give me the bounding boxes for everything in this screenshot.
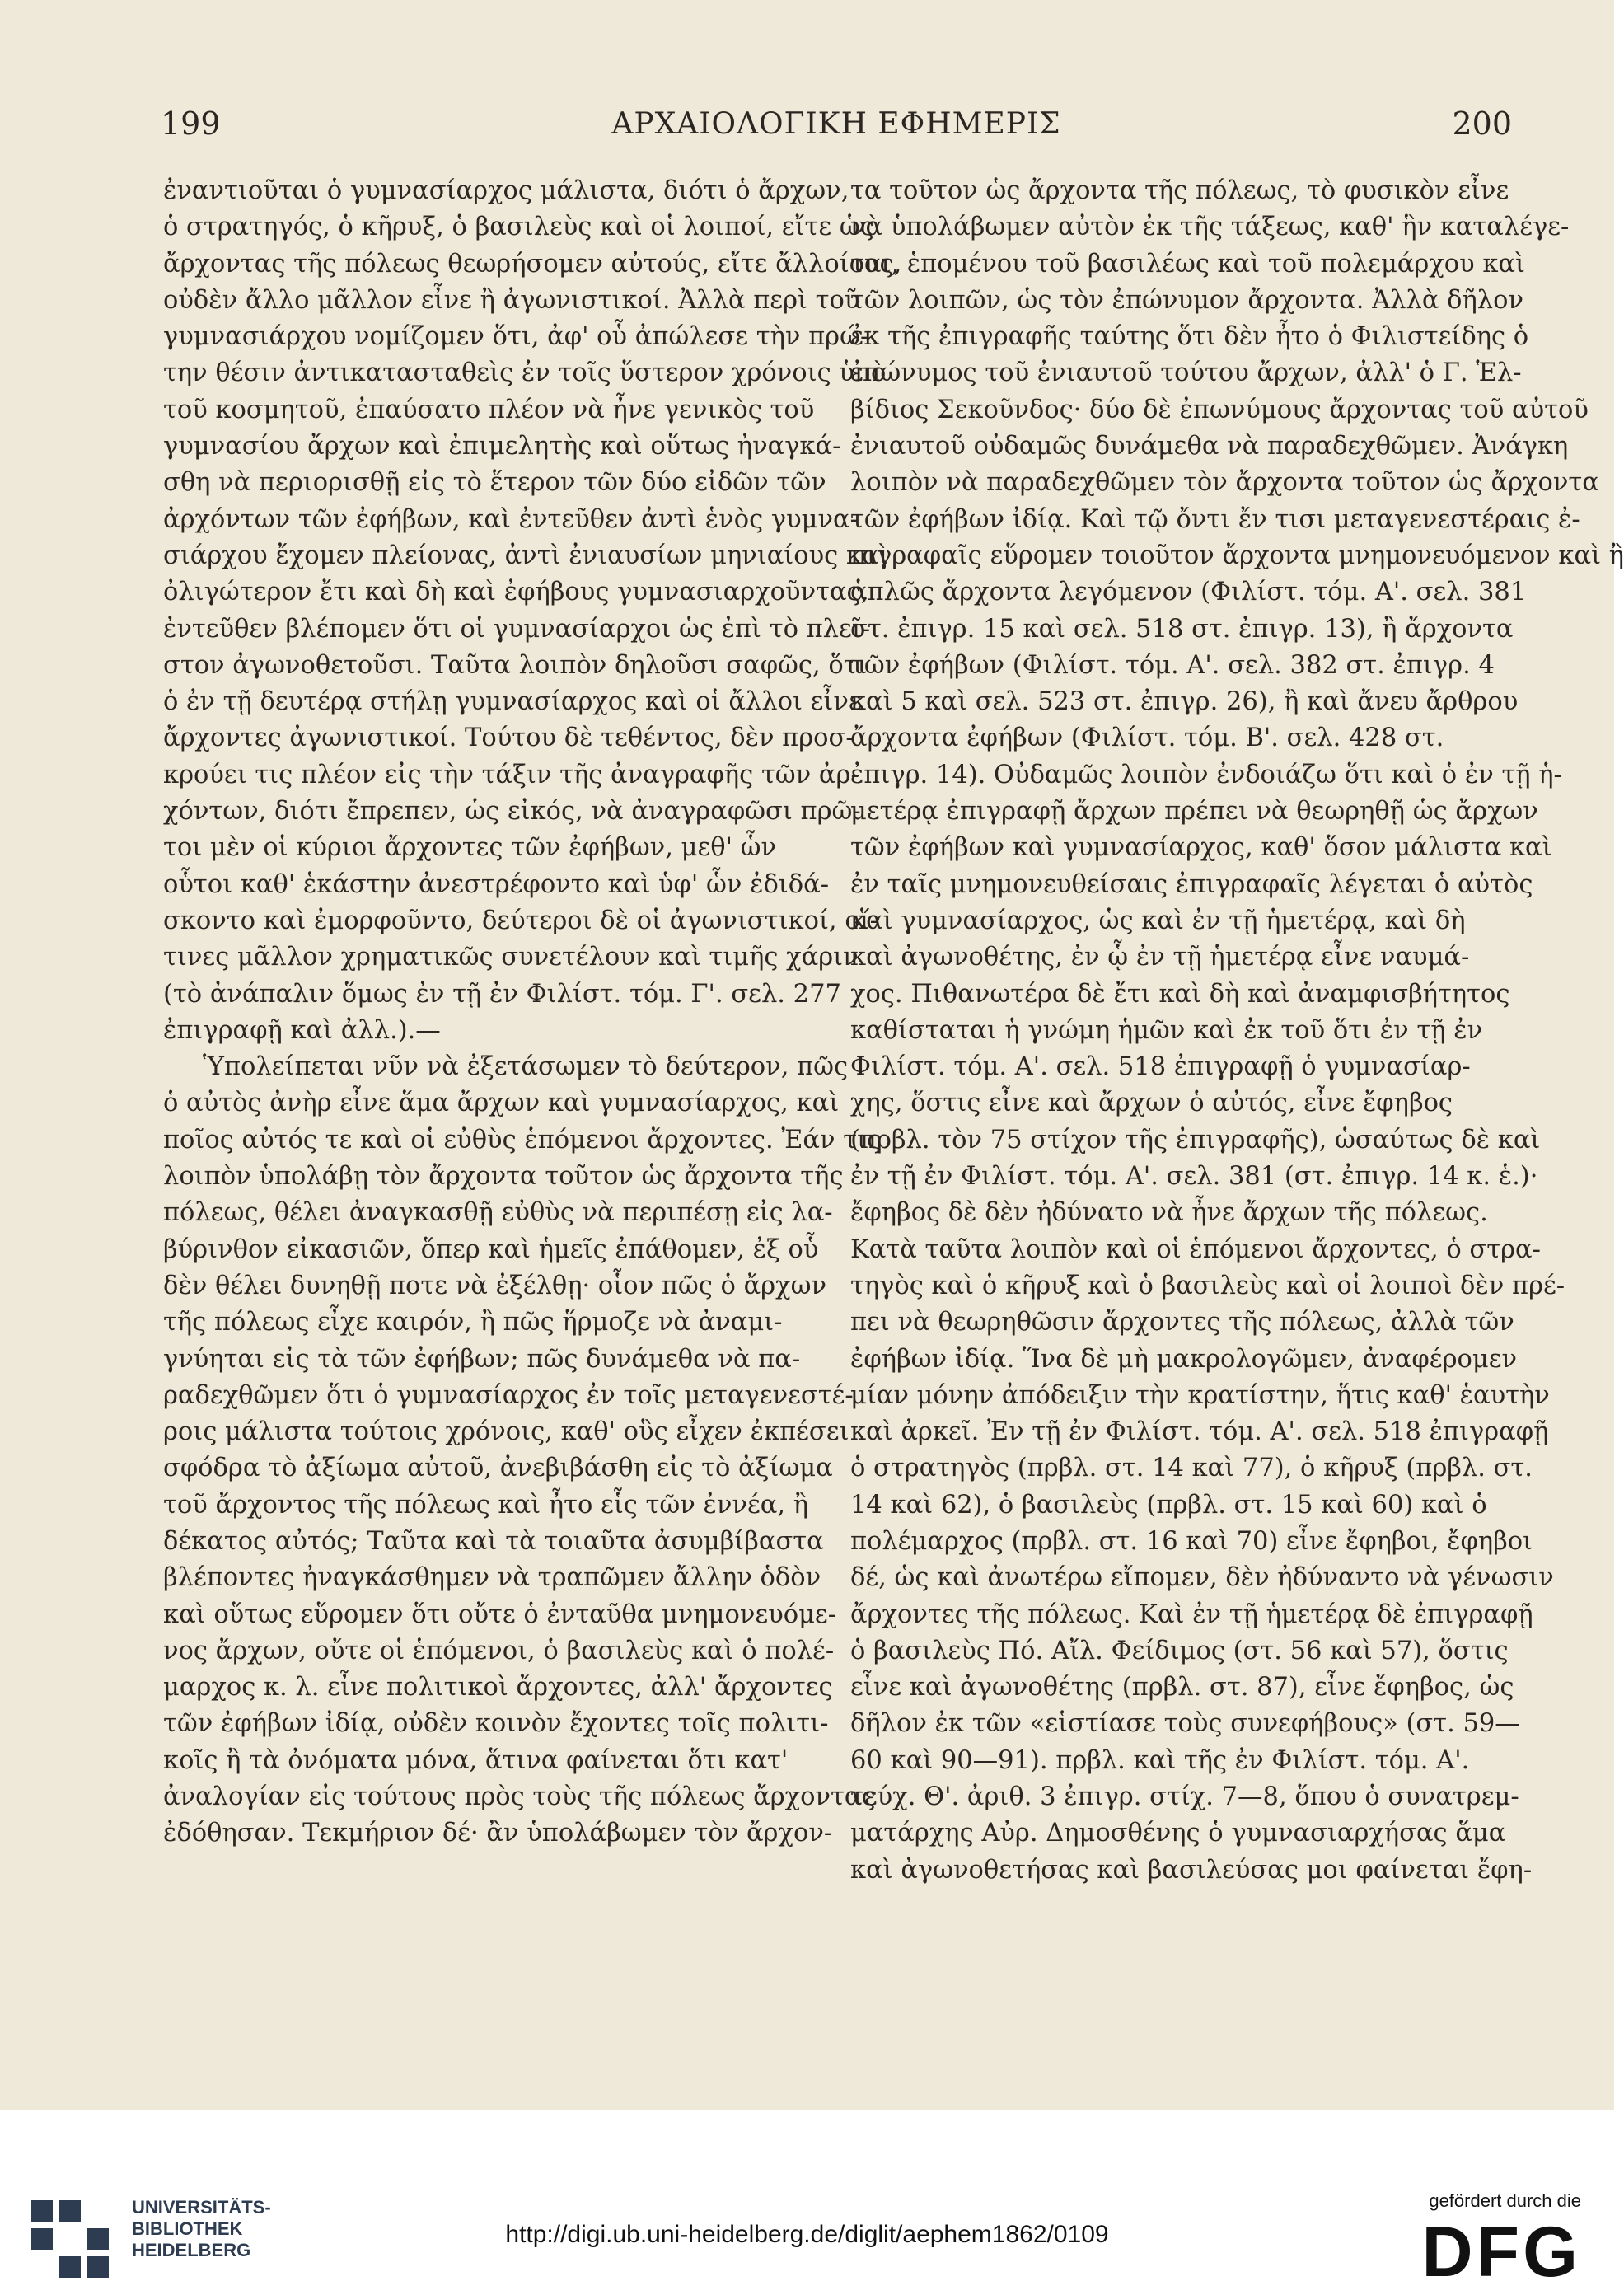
text-line: τοῦ ἄρχοντος τῆς πόλεως καὶ ἦτο εἷς τῶν ἐννέα, ἢ [163,1490,809,1520]
text-line: πολέμαρχος (πρβλ. στ. 16 καὶ 70) εἶνε ἔφηβοι, ἔφηβοι [850,1526,1533,1556]
text-line: τῶν ἐφήβων ἰδίᾳ. Καὶ τῷ ὄντι ἔν τισι μεταγενεστέραις ἐ- [850,504,1580,534]
text-line: ἀρχόντων τῶν ἐφήβων, καὶ ἐντεῦθεν ἀντὶ ἑνὸς γυμνα- [163,504,859,534]
text-line: ἁπλῶς ἄρχοντα λεγόμενον (Φιλίστ. τόμ. Α'. σελ. 381 [850,578,1527,607]
text-line: τοῦ κοσμητοῦ, ἐπαύσατο πλέον νὰ ἦνε γενικὸς τοῦ [163,395,815,424]
text-line: 14 καὶ 62), ὁ βασιλεὺς (πρβλ. στ. 15 καὶ 60) καὶ ὁ [850,1490,1487,1520]
text-line: ὁ βασιλεὺς Πό. Αἴλ. Φείδιμος (στ. 56 καὶ 57), ὅστις [850,1636,1509,1665]
text-line: καὶ οὕτως εὕρομεν ὅτι οὔτε ὁ ἐνταῦθα μνημονευόμε- [163,1599,837,1629]
text-line: καὶ ἀγωνοθέτης, ἐν ᾧ ἐν τῇ ἡμετέρᾳ εἶνε ναυμά- [850,943,1470,972]
running-title: ΑΡΧΑΙΟΛΟΓΙΚΗ ΕΦΗΜΕΡΙΣ [611,107,1061,141]
text-line: χης, ὅστις εἶνε καὶ ἄρχων ὁ αὐτός, εἶνε ἔφηβος [850,1089,1453,1118]
text-line: καὶ ἀγωνοθετήσας καὶ βασιλεύσας μοι φαίνεται ἔφη- [850,1855,1533,1885]
text-line: τῶν ἐφήβων ἰδίᾳ, οὐδὲν κοινὸν ἔχοντες τοῖς πολιτι- [163,1709,829,1739]
text-line: ποῖος αὐτός τε καὶ οἱ εὐθὺς ἑπόμενοι ἄρχοντες. Ἐάν τις [163,1125,882,1155]
text-line: Ὑπολείπεται νῦν νὰ ἐξετάσωμεν τὸ δεύτερον, πῶς [203,1052,849,1082]
text-line: ἄρχοντες ἀγωνιστικοί. Τούτου δὲ τεθέντος, δὲν προσ- [163,724,854,753]
text-line: εἶνε καὶ ἀγωνοθέτης (πρβλ. στ. 87), εἶνε ἔφηβος, ὡς [850,1673,1514,1703]
text-line: ἐδόθησαν. Τεκμήριον δέ· ἂν ὑπολάβωμεν τὸν ἄρχον- [163,1819,833,1848]
text-line: τῶν ἐφήβων (Φιλίστ. τόμ. Α'. σελ. 382 στ. ἐπιγρ. 4 [850,650,1495,680]
text-line: σφόδρα τὸ ἀξίωμα αὐτοῦ, ἀνεβιβάσθη εἰς τὸ ἀξίωμα [163,1454,833,1483]
text-line: σθη νὰ περιορισθῇ εἰς τὸ ἕτερον τῶν δύο εἰδῶν τῶν [163,468,826,498]
text-line: ραδεχθῶμεν ὅτι ὁ γυμνασίαρχος ἐν τοῖς μεταγενεστέ- [163,1380,854,1410]
library-name-line-1: UNIVERSITÄTS- [132,2197,271,2218]
text-line: την θέσιν ἀντικατασταθεὶς ἐν τοῖς ὕστερον χρόνοις ὑπὸ [163,358,887,388]
text-line: ὁ ἐν τῇ δευτέρᾳ στήλῃ γυμνασίαρχος καὶ οἱ ἄλλοι εἶνε [163,687,862,717]
text-line: τῶν ἐφήβων καὶ γυμνασίαρχος, καθ' ὅσον μάλιστα καὶ [850,833,1552,863]
text-line: ἔφηβος δὲ δὲν ἠδύνατο νὰ ἦνε ἄρχων τῆς πόλεως. [850,1198,1488,1228]
text-line: (πρβλ. τὸν 75 στίχον τῆς ἐπιγραφῆς), ὡσαύτως δὲ καὶ [850,1125,1541,1155]
text-line: στ. ἐπιγρ. 15 καὶ σελ. 518 στ. ἐπιγρ. 13), ἢ ἄρχοντα [850,614,1514,644]
page-number-left: 199 [161,105,221,142]
text-line: ἐκ τῆς ἐπιγραφῆς ταύτης ὅτι δὲν ἦτο ὁ Φιλιστείδης ὁ [850,322,1529,352]
text-line: ὁ αὐτὸς ἀνὴρ εἶνε ἅμα ἄρχων καὶ γυμνασίαρχος, καὶ [163,1089,840,1118]
text-line: ροις μάλιστα τούτοις χρόνοις, καθ' οὓς εἶχεν ἐκπέσει [163,1417,849,1447]
library-name-line-3: HEIDELBERG [132,2240,251,2260]
text-line: μαρχος κ. λ. εἶνε πολιτικοὶ ἄρχοντες, ἀλλ' ἄρχοντες [163,1673,833,1703]
text-line: γυμνασιάρχου νομίζομεν ὅτι, ἀφ' οὗ ἀπώλεσε τὴν πρώ- [163,322,869,352]
text-line: καὶ γυμνασίαρχος, ὡς καὶ ἐν τῇ ἡμετέρᾳ, καὶ δὴ [850,906,1466,935]
text-line: ματάρχης Αὐρ. Δημοσθένης ὁ γυμνασιαρχήσας ἅμα [850,1819,1506,1848]
text-line: λοιπὸν ὑπολάβῃ τὸν ἄρχοντα τοῦτον ὡς ἄρχοντα τῆς [163,1162,844,1192]
text-line: καὶ ἀρκεῖ. Ἐν τῇ ἐν Φιλίστ. τόμ. Α'. σελ. 518 ἐπιγραφῇ [850,1417,1549,1447]
text-line: (τὸ ἀνάπαλιν ὅμως ἐν τῇ ἐν Φιλίστ. τόμ. Γ'. σελ. 277 [163,979,841,1009]
text-line: ὁ στρατηγός, ὁ κῆρυξ, ὁ βασιλεὺς καὶ οἱ λοιποί, εἴτε ὡς [163,213,874,242]
text-line: νὰ ὑπολάβωμεν αὐτὸν ἐκ τῆς τάξεως, καθ' ἣν καταλέγε- [850,213,1570,242]
funded-by-label: gefördert durch die [1429,2190,1581,2211]
text-line: κρούει τις πλέον εἰς τὴν τάξιν τῆς ἀναγραφῆς τῶν ἀρ- [163,760,859,789]
text-line: τῆς πόλεως εἶχε καιρόν, ἢ πῶς ἥρμοζε νὰ ἀναμι- [163,1308,783,1337]
text-line: τῶν λοιπῶν, ὡς τὸν ἐπώνυμον ἄρχοντα. Ἀλλὰ δῆλον [850,285,1524,315]
permalink-url[interactable]: http://digi.ub.uni-heidelberg.de/diglit/aephem1862/0109 [505,2221,1109,2248]
text-line: οὐδὲν ἄλλο μᾶλλον εἶνε ἢ ἀγωνιστικοί. Ἀλλὰ περὶ τοῦ [163,285,860,315]
text-line: οὗτοι καθ' ἑκάστην ἀνεστρέφοντο καὶ ὑφ' ὧν ἐδιδά- [163,869,830,899]
text-line: ται, ἑπομένου τοῦ βασιλέως καὶ τοῦ πολεμάρχου καὶ [850,249,1525,279]
running-header [161,105,1512,147]
text-line: ἀναλογίαν εἰς τούτους πρὸς τοὺς τῆς πόλεως ἄρχοντας [163,1782,876,1812]
text-line: τα τοῦτον ὡς ἄρχοντα τῆς πόλεως, τὸ φυσικὸν εἶνε [850,176,1509,205]
text-line: ἐντεῦθεν βλέπομεν ὅτι οἱ γυμνασίαρχοι ὡς ἐπὶ τὸ πλεῖ- [163,614,871,644]
text-line: γνύηται εἰς τὰ τῶν ἐφήβων; πῶς δυνάμεθα νὰ πα- [163,1344,801,1374]
footer-bar [0,2110,1614,2295]
page-number-right: 200 [1452,105,1512,142]
text-line: γυμνασίου ἄρχων καὶ ἐπιμελητὴς καὶ οὕτως ἠναγκά- [163,432,841,461]
text-line: ὁ στρατηγὸς (πρβλ. στ. 14 καὶ 77), ὁ κῆρυξ (πρβλ. στ. [850,1454,1533,1483]
text-line: Φιλίστ. τόμ. Α'. σελ. 518 ἐπιγραφῇ ὁ γυμνασίαρ- [850,1052,1471,1082]
text-line: πιγραφαῖς εὕρομεν τοιοῦτον ἄρχοντα μνημονευόμενον καὶ ἢ [850,541,1624,570]
right-text-column [850,173,1624,1889]
text-line: ἐπιγρ. 14). Οὐδαμῶς λοιπὸν ἐνδοιάζω ὅτι καὶ ὁ ἐν τῇ ἡ- [850,760,1562,789]
text-line: πει νὰ θεωρηθῶσιν ἄρχοντες τῆς πόλεως, ἀλλὰ τῶν [850,1308,1514,1337]
text-line: Κατὰ ταῦτα λοιπὸν καὶ οἱ ἑπόμενοι ἄρχοντες, ὁ στρα- [850,1234,1541,1264]
text-line: στον ἀγωνοθετοῦσι. Ταῦτα λοιπὸν δηλοῦσι σαφῶς, ὅτι [163,650,868,680]
text-line: σκοντο καὶ ἐμορφοῦντο, δεύτεροι δὲ οἱ ἀγωνιστικοί, οἵ- [163,906,878,935]
text-line: βλέποντες ἠναγκάσθημεν νὰ τραπῶμεν ἄλλην ὁδὸν [163,1563,821,1593]
text-line: ἐν ταῖς μνημονευθείσαις ἐπιγραφαῖς λέγεται ὁ αὐτὸς [850,869,1533,899]
text-line: βίδιος Σεκοῦνδος· δύο δὲ ἐπωνύμους ἄρχοντας τοῦ αὐτοῦ [850,395,1589,424]
text-line: ἄρχοντες τῆς πόλεως. Καὶ ἐν τῇ ἡμετέρᾳ δὲ ἐπιγραφῇ [850,1599,1533,1629]
text-line: ἐνιαυτοῦ οὐδαμῶς δυνάμεθα νὰ παραδεχθῶμεν. Ἀνάγκη [850,432,1569,461]
text-line: τοι μὲν οἱ κύριοι ἄρχοντες τῶν ἐφήβων, μεθ' ὧν [163,833,777,863]
text-line: μίαν μόνην ἀπόδειξιν τὴν κρατίστην, ἥτις καθ' ἑαυτὴν [850,1380,1550,1410]
text-line: ἐπιγραφῇ καὶ ἀλλ.).— [163,1015,441,1045]
text-line: δέ, ὡς καὶ ἀνωτέρω εἴπομεν, δὲν ἠδύναντο νὰ γένωσιν [850,1563,1554,1593]
text-line: δέκατος αὐτός; Ταῦτα καὶ τὰ τοιαῦτα ἀσυμβίβαστα [163,1526,824,1556]
text-line: τινες μᾶλλον χρηματικῶς συνετέλουν καὶ τιμῆς χάριν [163,943,859,972]
library-name-line-2: BIBLIOTHEK [132,2218,243,2239]
text-line: ἐναντιοῦται ὁ γυμνασίαρχος μάλιστα, διότι ὁ ἄρχων, [163,176,849,205]
text-line: ἄρχοντας τῆς πόλεως θεωρήσομεν αὐτούς, εἴτε ἄλλοίους, [163,249,902,279]
text-line: ἄρχοντα ἐφήβων (Φιλίστ. τόμ. Β'. σελ. 428 στ. [850,724,1444,753]
text-line: λοιπὸν νὰ παραδεχθῶμεν τὸν ἄρχοντα τοῦτον ὡς ἄρχοντα [850,468,1599,498]
text-line: ἐπώνυμος τοῦ ἐνιαυτοῦ τούτου ἄρχων, ἀλλ' ὁ Γ. Ἑλ- [850,358,1522,388]
text-line: πόλεως, θέλει ἀναγκασθῇ εὐθὺς νὰ περιπέσῃ εἰς λα- [163,1198,833,1228]
text-line: μετέρᾳ ἐπιγραφῇ ἄρχων πρέπει νὰ θεωρηθῇ ὡς ἄρχων [850,797,1538,827]
text-line: χόντων, διότι ἔπρεπεν, ὡς εἰκός, νὰ ἀναγραφῶσι πρῶ- [163,797,861,827]
text-line: τεύχ. Θ'. ἀριθ. 3 ἐπιγρ. στίχ. 7—8, ὅπου ὁ συνατρεμ- [850,1782,1519,1812]
dfg-logo[interactable]: DFG [1421,2213,1581,2292]
left-text-column [163,173,902,1852]
text-line: ἐν τῇ ἐν Φιλίστ. τόμ. Α'. σελ. 381 (στ. ἐπιγρ. 14 κ. ἑ.)· [850,1162,1538,1192]
text-line: νος ἄρχων, οὔτε οἱ ἑπόμενοι, ὁ βασιλεὺς καὶ ὁ πολέ- [163,1636,835,1665]
text-line: βύρινθον εἰκασιῶν, ὅπερ καὶ ἡμεῖς ἐπάθομεν, ἐξ οὗ [163,1234,819,1264]
text-line: καὶ 5 καὶ σελ. 523 στ. ἐπιγρ. 26), ἢ καὶ ἄνευ ἄρθρου [850,687,1519,717]
text-line: καθίσταται ἡ γνώμη ἡμῶν καὶ ἐκ τοῦ ὅτι ἐν τῇ ἐν [850,1015,1483,1045]
text-line: ἐφήβων ἰδίᾳ. Ἵνα δὲ μὴ μακρολογῶμεν, ἀναφέρομεν [850,1344,1518,1374]
text-line: ὀλιγώτερον ἔτι καὶ δὴ καὶ ἐφήβους γυμνασιαρχοῦντας, [163,578,869,607]
text-line: χος. Πιθανωτέρα δὲ ἔτι καὶ δὴ καὶ ἀναμφισβήτητος [850,979,1510,1009]
text-line: δῆλον ἐκ τῶν «εἱστίασε τοὺς συνεφήβους» (στ. 59— [850,1709,1520,1739]
text-line: δὲν θέλει δυνηθῇ ποτε νὰ ἐξέλθῃ· οἷον πῶς ὁ ἄρχων [163,1271,826,1300]
text-line: σιάρχου ἔχομεν πλείονας, ἀντὶ ἐνιαυσίων μηνιαίους καὶ [163,541,889,570]
text-line: τηγὸς καὶ ὁ κῆρυξ καὶ ὁ βασιλεὺς καὶ οἱ λοιποὶ δὲν πρέ- [850,1271,1565,1300]
text-line: κοῖς ἢ τὰ ὀνόματα μόνα, ἅτινα φαίνεται ὅτι κατ' [163,1745,789,1775]
text-line: 60 καὶ 90—91). πρβλ. καὶ τῆς ἐν Φιλίστ. τόμ. Α'. [850,1745,1470,1775]
